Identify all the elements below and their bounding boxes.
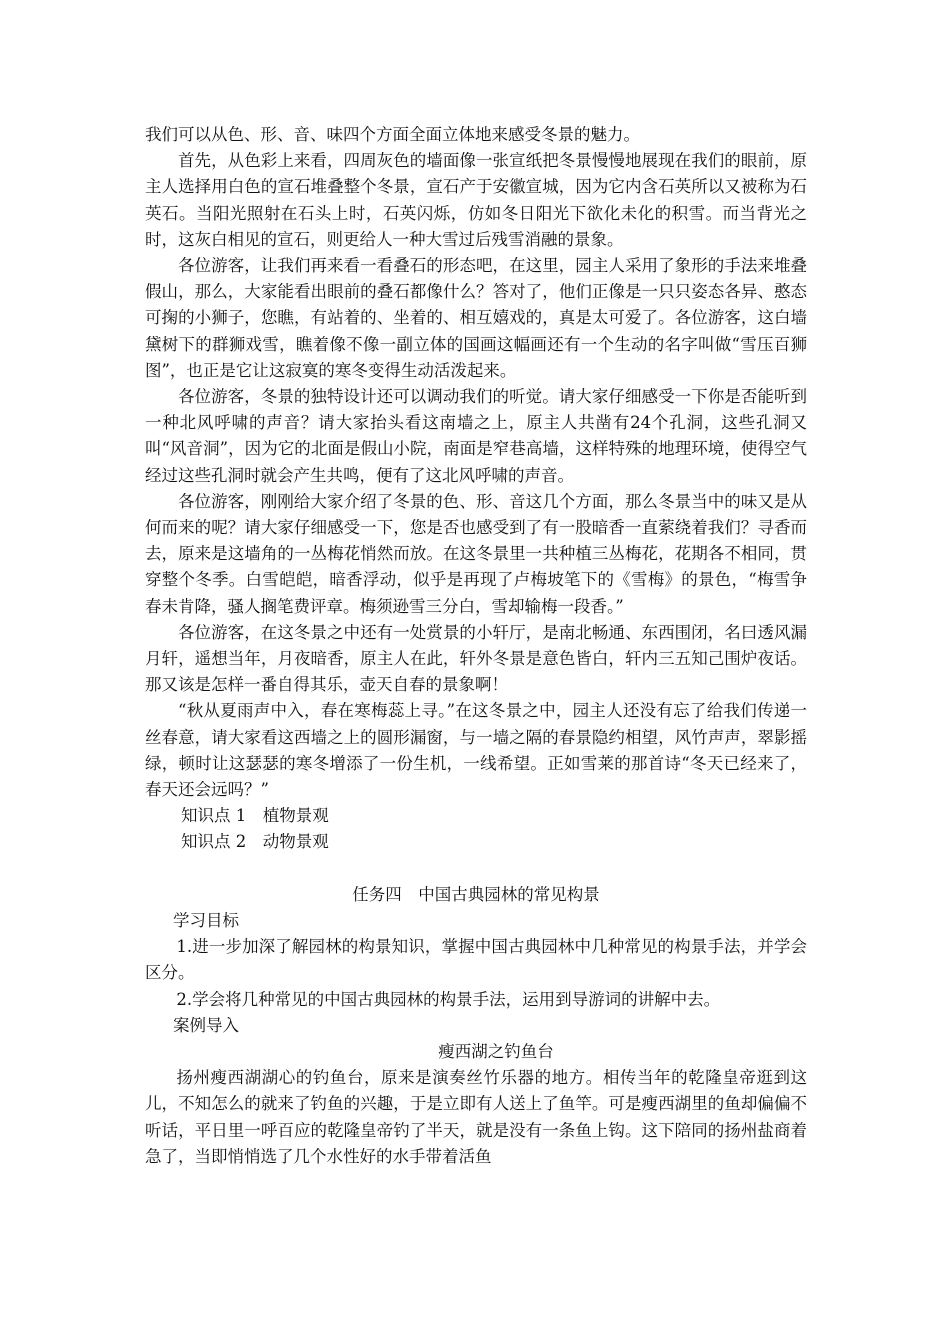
paragraph-sound: 各位游客，冬景的独特设计还可以调动我们的听觉。请大家仔细感受一下你是否能听到一种北风呼啸的声音？请大家抬头看这南墙之上，原主人共凿有24个孔洞，这些孔洞又叫“风音洞”，因为它的北面是假山小院，南面是窄巷高墙，这样特殊的地理环境，使得空气经过这些孔洞时就会产生共鸣，便有了这北风呼啸的声音。 bbox=[145, 387, 807, 485]
task-title: 任务四 中国古典园林的常见构景 bbox=[352, 884, 600, 904]
objectives-label: 学习目标 bbox=[173, 910, 239, 930]
case-text: 扬州瘦西湖湖心的钓鱼台，原来是演奏丝竹乐器的地方。相传当年的乾隆皇帝逛到这儿，不知怎么的就来了钓鱼的兴趣，于是立即有人送上了鱼竿。可是瘦西湖里的鱼却偏偏不听话，平日里一呼百应的乾隆皇帝钓了半天，就是没有一条鱼上钩。这下陪同的扬州盐商着急了，当即悄悄选了几个水性好的水手带着活鱼 bbox=[145, 1068, 807, 1166]
objective-1: 1.进一步加深了解园林的构景知识，掌握中国古典园林中几种常见的构景手法，并学会区分。 bbox=[145, 937, 807, 983]
paragraph-pavilion: 各位游客，在这冬景之中还有一处赏景的小轩厅，是南北畅通、东西围闭，名曰透风漏月轩，遥想当年，月夜暗香，原主人在此，轩外冬景是意色皆白，轩内三五知己围炉夜话。那又该是怎样一番自得其乐，壶天自春的景象啊！ bbox=[145, 622, 807, 695]
case-label: 案例导入 bbox=[173, 1015, 239, 1035]
knowledge-point-1: 知识点 1 植物景观 bbox=[181, 806, 329, 826]
paragraph-shape: 各位游客，让我们再来看一看叠石的形态吧，在这里，园主人采用了象形的手法来堆叠假山，那么，大家能看出眼前的叠石都像什么？答对了，他们正像是一只只姿态各异、憨态可掬的小狮子，您瞧，有站着的、坐着的、相互嬉戏的，真是太可爱了。各位游客，这白墙黛树下的群狮戏雪，瞧着像不像一副立体的国画这幅画还有一个生动的名字叫做“雪压百狮图”，也正是它让这寂寞的寒冬变得生动活泼起来。 bbox=[145, 256, 807, 380]
case-title: 瘦西湖之钓鱼台 bbox=[438, 1041, 554, 1061]
knowledge-point-2: 知识点 2 动物景观 bbox=[181, 832, 329, 852]
paragraph-color: 首先，从色彩上来看，四周灰色的墙面像一张宣纸把冬景慢慢地展现在我们的眼前，原主人选择用白色的宣石堆叠整个冬景，宣石产于安徽宣城，因为它内含石英所以又被称为石英石。当阳光照射在石头上时，石英闪烁，仿如冬日阳光下欲化未化的积雪。而当背光之时，这灰白相见的宣石，则更给人一种大雪过后残雪消融的景象。 bbox=[145, 151, 807, 249]
paragraph-spring-hint: “秋从夏雨声中入，春在寒梅蕊上寻。”在这冬景之中，园主人还没有忘了给我们传递一丝春意，请大家看这西墙之上的圆形漏窗，与一墙之隔的春景隐约相望，风竹声声，翠影摇绿，顿时让这瑟瑟的寒冬增添了一份生机，一线希望。正如雪莱的那首诗“冬天已经来了，春天还会远吗？” bbox=[145, 701, 807, 800]
objective-2: 2.学会将几种常见的中国古典园林的构景手法，运用到导游词的讲解中去。 bbox=[176, 989, 721, 1009]
document-page bbox=[145, 122, 807, 1170]
paragraph-intro: 我们可以从色、形、音、味四个方面全面立体地来感受冬景的魅力。 bbox=[145, 125, 640, 144]
paragraph-scent: 各位游客，刚刚给大家介绍了冬景的色、形、音这几个方面，那么冬景当中的味又是从何而来的呢？请大家仔细感受一下，您是否也感受到了有一股暗香一直萦绕着我们？寻香而去，原来是这墙角的一丛梅花悄然而放。在这冬景里一共种植三丛梅花，花期各不相同，贯穿整个冬季。白雪皑皑，暗香浮动，似乎是再现了卢梅坡笔下的《雪梅》的景色，“梅雪争春未肯降，骚人搁笔费评章。梅须逊雪三分白，雪却输梅一段香。” bbox=[145, 491, 807, 616]
